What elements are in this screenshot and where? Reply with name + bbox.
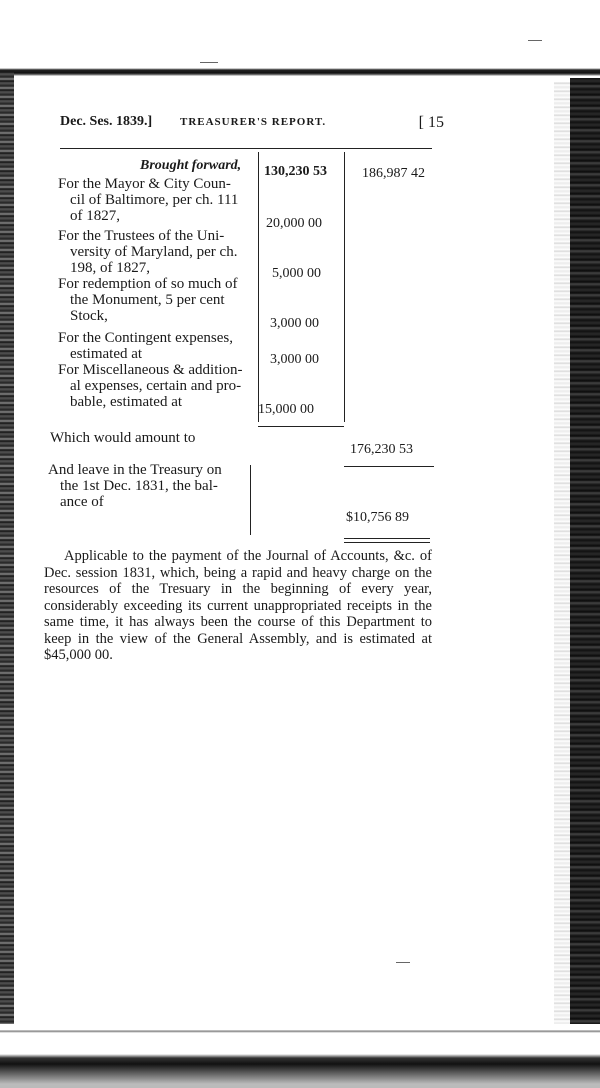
sum-rule <box>344 466 434 467</box>
entry-line: the Monument, 5 per cent <box>70 292 225 308</box>
total-label: Which would amount to <box>50 430 196 446</box>
body-paragraph <box>44 548 432 664</box>
ledger-entry <box>58 362 252 410</box>
brought-forward-label: Brought forward, <box>140 158 242 173</box>
total-rule <box>344 542 430 543</box>
entry-line: For the Mayor & City Coun- <box>58 176 231 192</box>
ledger-entry <box>58 176 252 224</box>
entry-line: For the Trustees of the Uni- <box>58 228 225 244</box>
column-rule <box>258 152 259 422</box>
entry-line: 198, of 1827, <box>70 260 150 276</box>
scan-edge-bottom <box>0 1024 600 1088</box>
entry-line: bable, estimated at <box>70 394 183 410</box>
scan-mark <box>396 962 410 963</box>
entry-line: versity of Maryland, per ch. <box>70 244 238 260</box>
ledger-entry <box>58 330 252 362</box>
entry-line: ance of <box>60 494 104 510</box>
header-title: TREASURER'S REPORT. <box>180 116 327 128</box>
ledger-entry <box>58 276 252 324</box>
entry-line: For redemption of so much of <box>58 276 238 292</box>
scan-mark <box>528 40 542 41</box>
entry-line: For the Contingent expenses, <box>58 330 233 346</box>
paragraph-text: Applicable to the payment of the Journal of Accounts, &c. of Dec. session 1831, which, being a rapid and heavy charge on the resources of the Tresuary in the beginning of every year, considerably exceeding its current unappropriated receipts in the same time, it has always been the course of this Department to keep in the view of the General Assembly, and is estimated at $45,000 00. <box>44 548 432 663</box>
entry-amount: 5,000 00 <box>272 266 321 281</box>
total-amount: 176,230 53 <box>350 442 413 457</box>
header-date: Dec. Ses. 1839.] <box>60 114 153 129</box>
scan-edge-right <box>570 78 600 1088</box>
entry-line: Stock, <box>70 308 108 324</box>
balance-entry <box>48 462 242 510</box>
ledger-entry <box>58 228 252 276</box>
scan-edge-left <box>0 72 14 1088</box>
column-rule <box>344 152 345 422</box>
entry-line: And leave in the Treasury on <box>48 462 222 478</box>
entry-line: the 1st Dec. 1831, the bal- <box>60 478 218 494</box>
entry-line: estimated at <box>70 346 143 362</box>
entry-line: For Miscellaneous & addition- <box>58 362 243 378</box>
scan-edge-top <box>0 68 600 76</box>
sum-rule <box>258 426 344 427</box>
column-rule <box>250 465 251 535</box>
page-number: [ 15 <box>418 114 444 131</box>
entry-amount: 20,000 00 <box>266 216 322 231</box>
running-header <box>60 112 448 140</box>
entry-line: cil of Baltimore, per ch. 111 <box>70 192 239 208</box>
brought-forward-col1: 130,230 53 <box>264 164 327 179</box>
brought-forward-col2: 186,987 42 <box>362 166 425 181</box>
entry-amount: 3,000 00 <box>270 316 319 331</box>
scan-mark <box>200 62 218 63</box>
entry-line: al expenses, certain and pro- <box>70 378 242 394</box>
scan-edge-right-inner <box>554 82 570 1088</box>
total-rule <box>344 538 430 539</box>
balance-amount: $10,756 89 <box>346 510 409 525</box>
entry-amount: 3,000 00 <box>270 352 319 367</box>
header-rule <box>60 148 432 149</box>
entry-line: of 1827, <box>70 208 120 224</box>
entry-amount: 15,000 00 <box>258 402 314 417</box>
